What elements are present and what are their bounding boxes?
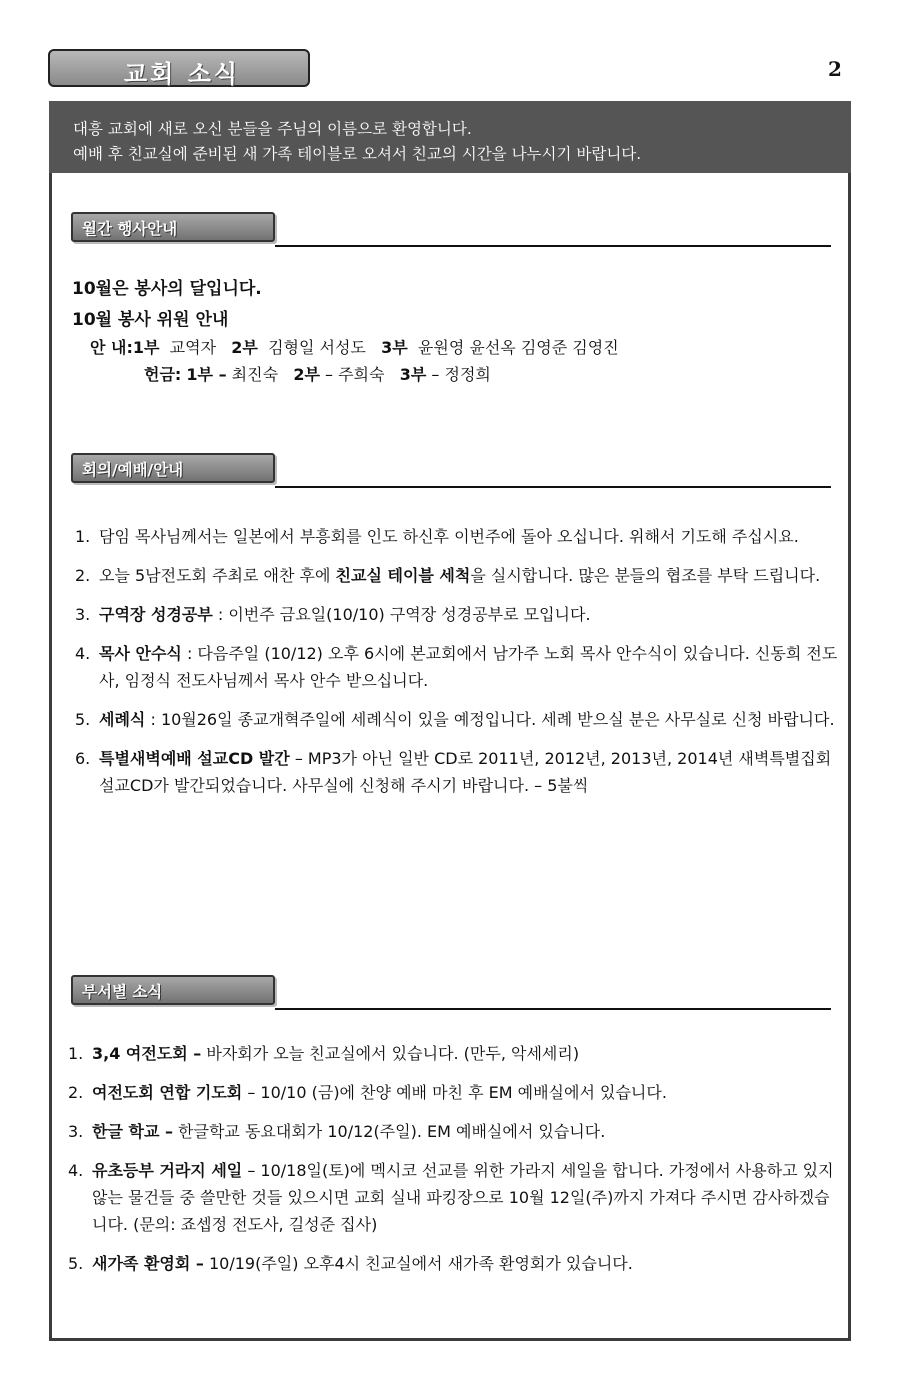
section-heading-monthly (71, 212, 275, 242)
page-number: 2 (828, 57, 842, 81)
item-bold-text: 친교실 테이블 세척 (335, 566, 471, 585)
item-number: 2. (68, 1083, 84, 1102)
item-text: – 10/18일(토)에 멕시코 선교를 위한 가라지 세일을 합니다. 가정에서 사용하고 있지 않는 물건들 중 쓸만한 것들 있으시면 교회 실내 파킹장으로 10월 12일(주)까지 가져다 주시면 감사하겠습니다. (문의: 죠셉정 전도사, 길성준 집사) (92, 1161, 834, 1234)
item-bold-text: 세례식 (99, 710, 146, 729)
usher-s1-label: 1부 (132, 338, 160, 357)
item-bold-text: 유초등부 거라지 세일 (92, 1161, 243, 1180)
item-number: 5. (68, 1254, 84, 1273)
item-text: : 이번주 금요일(10/10) 구역장 성경공부로 모입니다. (212, 605, 591, 624)
list-item (68, 1079, 844, 1106)
list-item (75, 745, 845, 799)
list-item (68, 1157, 844, 1238)
list-item (75, 601, 845, 628)
monthly-line-2: 10월 봉사 위원 안내 (72, 310, 229, 330)
departments-list (68, 1040, 844, 1289)
page-title-tab (48, 49, 310, 87)
usher-label: 안 내: (90, 338, 133, 357)
item-text: – MP3가 아닌 일반 CD로 2011년, 2012년, 2013년, 2014년 새벽특별집회 설교CD가 발간되었습니다. 사무실에 신청해 주시기 바랍니다. – 5불씩 (99, 749, 832, 795)
item-number: 4. (75, 644, 91, 663)
section-heading-monthly-label: 월간 행사안내 (82, 220, 178, 238)
offering-s2-names: – 주희숙 (325, 365, 385, 384)
section-rule-departments (275, 1008, 831, 1010)
item-bold-text: 목사 안수식 (99, 644, 182, 663)
welcome-banner (49, 101, 851, 173)
item-text: 한글학교 동요대회가 10/12(주일). EM 예배실에서 있습니다. (172, 1122, 606, 1141)
usher-s1-names: 교역자 (169, 338, 217, 357)
item-bold-text: 특별새벽예배 설교CD 발간 (99, 749, 290, 768)
item-text: 을 실시합니다. 많은 분들의 협조를 부탁 드립니다. (470, 566, 821, 585)
item-number: 2. (75, 566, 91, 585)
section-rule-meetings (275, 486, 831, 488)
section-heading-departments-label: 부서별 소식 (82, 983, 163, 1001)
item-bold-text: 여전도회 연합 기도회 (92, 1083, 243, 1102)
usher-row (90, 335, 619, 358)
list-item (75, 562, 845, 589)
monthly-line-1: 10월은 봉사의 달입니다. (72, 279, 262, 299)
item-number: 3. (75, 605, 91, 624)
item-text: : 10월26일 종교개혁주일에 세례식이 있을 예정입니다. 세례 받으실 분은 사무실로 신청 바랍니다. (145, 710, 835, 729)
usher-s2-names: 김형일 서성도 (268, 338, 366, 357)
offering-label: 헌금: (144, 365, 182, 384)
item-bold-text: 3,4 여전도회 – (92, 1044, 202, 1063)
page-title: 교회 소식 (124, 60, 241, 88)
offering-s1-names: 최진숙 (231, 365, 279, 384)
item-bold-text: 새가족 환영회 – (92, 1254, 204, 1273)
list-item (75, 640, 845, 694)
list-item (75, 523, 845, 550)
list-item (68, 1040, 844, 1067)
section-heading-departments (71, 975, 275, 1005)
item-number: 1. (68, 1044, 84, 1063)
usher-s3-label: 3부 (381, 338, 408, 357)
item-number: 5. (75, 710, 91, 729)
item-number: 6. (75, 749, 91, 768)
item-number: 1. (75, 527, 91, 546)
offering-row (144, 362, 491, 385)
section-heading-meetings-label: 회의/예배/안내 (82, 461, 184, 479)
item-text: 담임 목사님께서는 일본에서 부흥회를 인도 하신후 이번주에 돌아 오십니다. 위해서 기도해 주십시요. (99, 527, 799, 546)
item-text: : 다음주일 (10/12) 오후 6시에 본교회에서 남가주 노회 목사 안수식이 있습니다. 신동희 전도사, 임정식 전도사님께서 목사 안수 받으십니다. (99, 644, 838, 690)
offering-s3-names: – 정정희 (431, 365, 491, 384)
item-text: 오늘 5남전도회 주최로 애찬 후에 (99, 566, 336, 585)
section-rule-monthly (275, 245, 831, 247)
item-number: 4. (68, 1161, 84, 1180)
item-bold-text: 한글 학교 – (92, 1122, 173, 1141)
item-text: – 10/10 (금)에 찬양 예배 마친 후 EM 예배실에서 있습니다. (242, 1083, 667, 1102)
list-item (68, 1118, 844, 1145)
item-bold-text: 구역장 성경공부 (99, 605, 213, 624)
item-text: 10/19(주일) 오후4시 친교실에서 새가족 환영회가 있습니다. (203, 1254, 633, 1273)
welcome-line-2: 예배 후 친교실에 준비된 새 가족 테이블로 오셔서 친교의 시간을 나누시기 바랍니다. (73, 145, 642, 163)
section-heading-meetings (71, 453, 275, 483)
offering-s1-label: 1부 – (186, 365, 227, 384)
offering-s2-label: 2부 (293, 365, 320, 384)
welcome-line-1: 대흥 교회에 새로 오신 분들을 주님의 이름으로 환영합니다. (73, 120, 472, 138)
usher-s3-names: 윤원영 윤선옥 김영준 김영진 (417, 338, 619, 357)
list-item (68, 1250, 844, 1277)
list-item (75, 706, 845, 733)
meetings-list (75, 523, 845, 811)
offering-s3-label: 3부 (399, 365, 427, 384)
usher-s2-label: 2부 (231, 338, 258, 357)
item-number: 3. (68, 1122, 84, 1141)
item-text: 바자회가 오늘 친교실에서 있습니다. (만두, 악세세리) (201, 1044, 580, 1063)
